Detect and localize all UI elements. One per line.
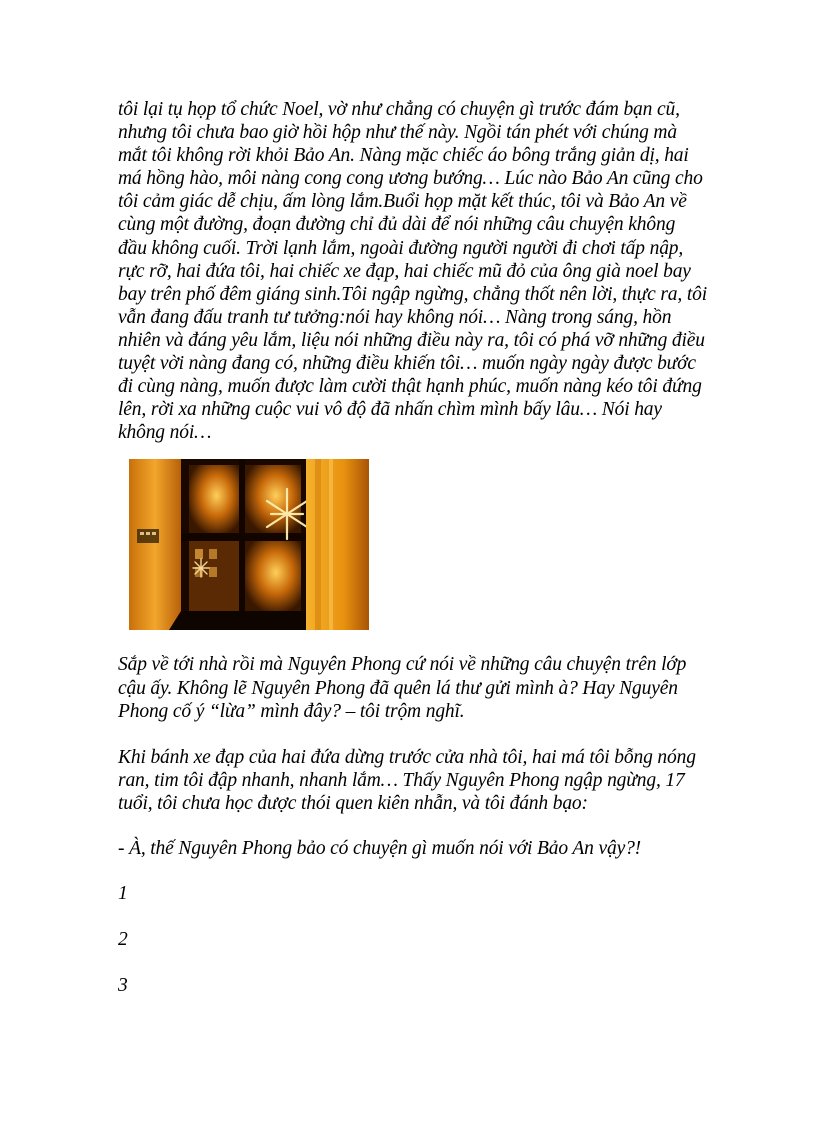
document-page [118,98,708,997]
paragraph-3: Khi bánh xe đạp của hai đứa dừng trước cửa nhà tôi, hai má tôi bỗng nóng ran, tim tôi đập nhanh, nhanh lắm… Thấy Nguyên Phong ngập ngừng, 17 tuổi, tôi chưa học được thói quen kiên nhẫn, và tôi đánh bạo: [118,746,696,814]
paragraph-4: - À, thế Nguyên Phong bảo có chuyện gì muốn nói với Bảo An vậy?! [118,837,642,859]
paragraph-1: tôi lại tụ họp tổ chức Noel, vờ như chẳng có chuyện gì trước đám bạn cũ, nhưng tôi chưa bao giờ hồi hộp như thế này. Ngồi tán phét với chúng mà mắt tôi không rời khỏi Bảo An. Nàng mặc chiếc áo bông trắng giản dị, hai má hồng hào, môi nàng cong cong ương bướng… Lúc nào Bảo An cũng cho tôi cảm giác dễ chịu, ấm lòng lắm.Buổi họp mặt kết thúc, tôi và Bảo An về cùng một đường, đoạn đường chỉ đủ dài để nói những câu chuyện không đầu không cuối. Trời lạnh lắm, ngoài đường người người đi chơi tấp nập, rực rỡ, hai đứa tôi, hai chiếc xe đạp, hai chiếc mũ đỏ của ông già noel bay bay trên phố đêm giáng sinh.Tôi ngập ngừng, chẳng thốt nên lời, thực ra, tôi vẫn đang đấu tranh tư tưởng:nói hay không nói… Nàng trong sáng, hồn nhiên và đáng yêu lắm, liệu nói những điều này ra, tôi có phá vỡ những điều tuyệt vời nàng đang có, những điều khiến tôi… muốn ngày ngày được bước đi cùng nàng, muốn được làm cười thật hạnh phúc, muốn nàng kéo tôi đứng lên, rời xa những cuộc vui vô độ đã nhấn chìm mình bấy lâu… Nói hay không nói… [118,99,707,444]
paragraph-2: Sắp về tới nhà rồi mà Nguyên Phong cứ nói về những câu chuyện trên lớp cậu ấy. Không lẽ Nguyên Phong đã quên lá thư gửi mình à? Hay Nguyên Phong cố ý “lừa” mình đây? – tôi trộm nghĩ. [118,654,687,722]
number-2: 2 [118,929,128,951]
number-3: 3 [118,975,128,997]
number-1: 1 [118,883,128,905]
photo-window-lights [129,459,369,630]
photo-window-illustration [129,459,369,630]
